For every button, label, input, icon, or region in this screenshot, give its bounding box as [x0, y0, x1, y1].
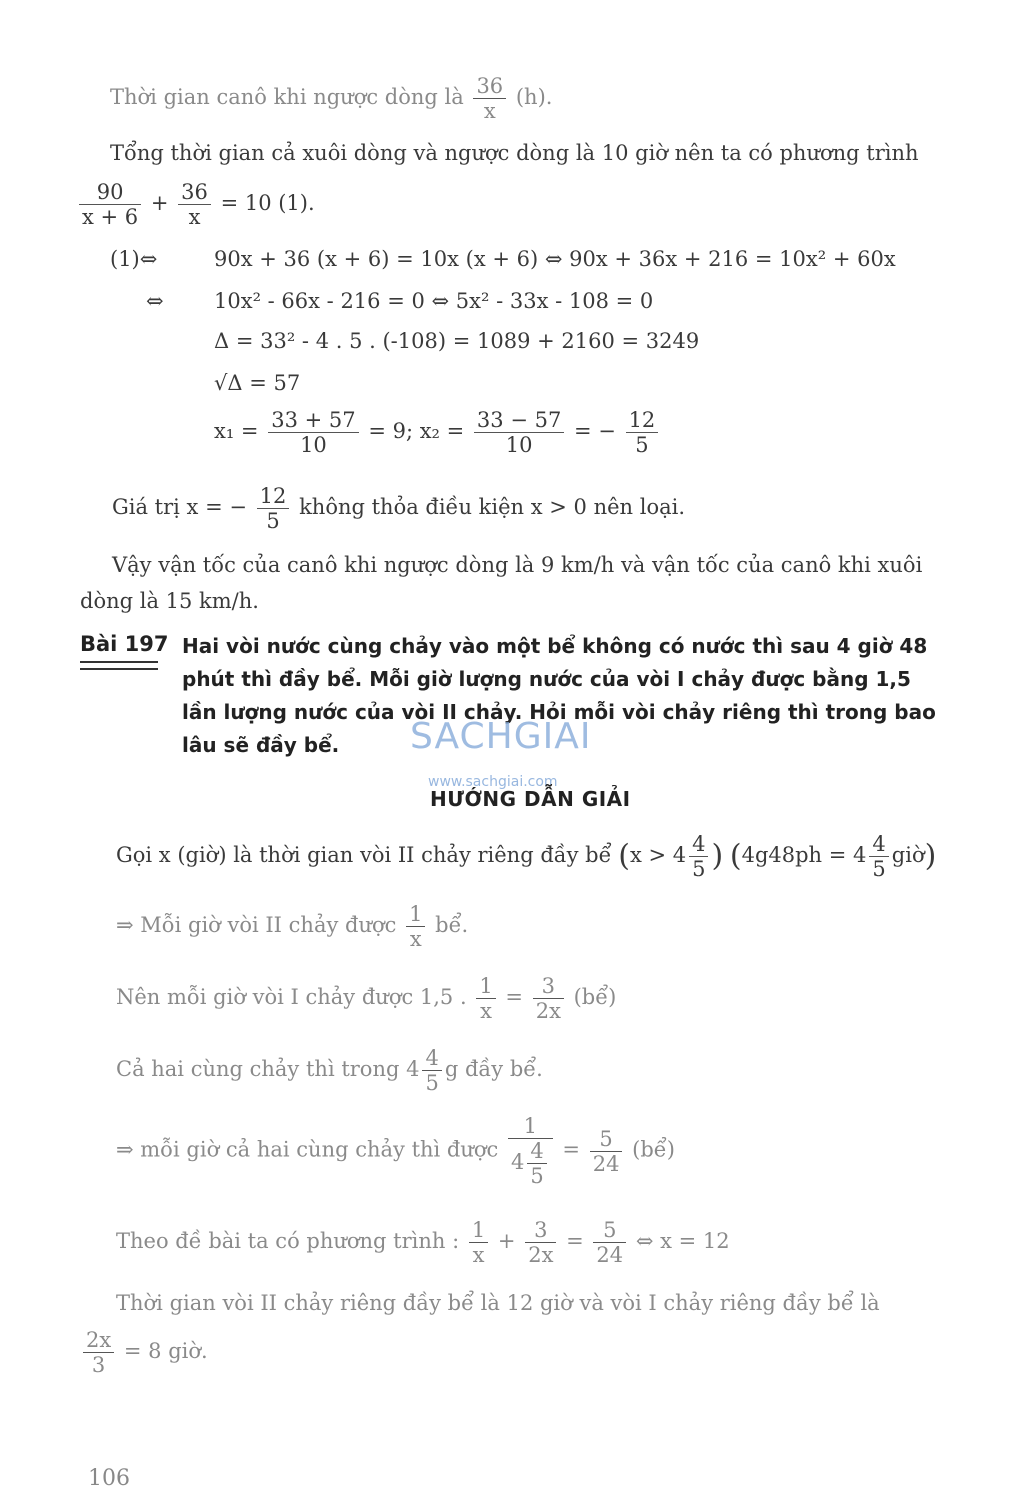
whole-part: 4 — [510, 1150, 525, 1174]
line-7: √Δ = 57 — [214, 371, 301, 395]
solution-line-7: Thời gian vòi II chảy riêng đầy bể là 12 giờ và vòi I chảy riêng đầy bể là — [116, 1291, 880, 1315]
line-10: Vậy vận tốc của canô khi ngược dòng là 9 km/h và vận tốc của canô khi xuôi — [112, 553, 923, 577]
fraction — [527, 1139, 546, 1188]
solution-line-2 — [116, 902, 468, 951]
line-6: Δ = 33² - 4 . 5 . (-108) = 1089 + 2160 = 3249 — [214, 329, 700, 353]
text: = 9; x₂ = — [368, 419, 465, 443]
line-5 — [146, 288, 654, 314]
label: (1)⇔ — [110, 247, 158, 271]
numerator: 90 — [79, 180, 141, 205]
denominator: 5 — [425, 1071, 439, 1095]
numerator: 33 + 57 — [268, 408, 358, 433]
numerator: 5 — [590, 1127, 623, 1152]
line-8 — [214, 408, 661, 457]
paren: ( — [729, 838, 742, 874]
text: g đầy bể. — [444, 1057, 543, 1081]
fraction — [508, 1114, 553, 1188]
text: = — [566, 1229, 584, 1253]
fraction — [422, 1046, 441, 1095]
denominator: 5 — [530, 1164, 544, 1188]
fraction — [474, 408, 564, 457]
text: = — [505, 985, 524, 1009]
text: 4g48ph = 4 — [741, 843, 867, 867]
fraction — [79, 180, 141, 229]
fraction — [469, 1218, 488, 1267]
text: giờ — [891, 843, 925, 867]
fraction — [689, 832, 708, 881]
numerator: 1 — [476, 974, 495, 999]
plus-sign: + — [150, 191, 169, 215]
line-1 — [110, 74, 552, 123]
line-9 — [112, 484, 685, 533]
fraction — [476, 974, 495, 1023]
text: = 10 (1). — [220, 191, 315, 215]
denominator: x — [472, 1243, 485, 1267]
text: bể. — [435, 913, 469, 937]
line-3 — [76, 180, 315, 229]
paren: ) — [711, 838, 724, 874]
problem-label — [80, 632, 169, 670]
line-2: Tổng thời gian cả xuôi dòng và ngược dòng là 10 giờ nên ta có phương trình — [110, 141, 919, 165]
text: Theo đề bài ta có phương trình : — [116, 1229, 460, 1253]
denominator: x — [409, 927, 422, 951]
denominator: 2x — [535, 999, 561, 1023]
fraction — [257, 484, 290, 533]
text: + — [497, 1229, 516, 1253]
text: x > 4 — [629, 843, 687, 867]
denominator: 5 — [872, 857, 886, 881]
text: ⇒ mỗi giờ cả hai cùng chảy thì được — [116, 1137, 499, 1162]
fraction — [626, 408, 659, 457]
numerator: 1 — [406, 902, 425, 927]
text: không thỏa điều kiện x > 0 nên loại. — [299, 495, 685, 519]
denominator: 2x — [528, 1243, 554, 1267]
fraction — [83, 1328, 114, 1377]
denominator: x + 6 — [82, 205, 139, 229]
solution-line-5 — [116, 1114, 675, 1188]
denominator: x — [188, 205, 201, 229]
watermark-url: www.sachgiai.com — [428, 774, 558, 790]
problem-text-4: lâu sẽ đầy bể. — [182, 733, 340, 757]
text: Nên mỗi giờ vòi I chảy được 1,5 . — [116, 985, 467, 1009]
denominator: 5 — [266, 509, 280, 533]
text: Gọi x (giờ) là thời gian vòi II chảy riêng đầy bể — [116, 843, 612, 867]
text: Cả hai cùng chảy thì trong 4 — [116, 1057, 420, 1081]
numerator: 4 — [422, 1046, 441, 1071]
denominator: 3 — [91, 1353, 106, 1377]
text: (h). — [515, 85, 553, 109]
text: = 8 giờ. — [123, 1339, 208, 1363]
problem-text-1: Hai vòi nước cùng chảy vào một bể không có nước thì sau 4 giờ 48 — [182, 634, 928, 658]
problem-text-2: phút thì đầy bể. Mỗi giờ lượng nước của vòi I chảy được bằng 1,5 — [182, 667, 911, 691]
fraction — [178, 180, 211, 229]
solution-line-3 — [116, 974, 616, 1023]
numerator: 1 — [469, 1218, 488, 1243]
denominator: 5 — [692, 857, 706, 881]
numerator: 36 — [473, 74, 506, 99]
page-number: 106 — [88, 1466, 130, 1491]
paren: ( — [618, 838, 630, 874]
numerator: 36 — [178, 180, 211, 205]
numerator: 1 — [508, 1114, 553, 1139]
text: (bể) — [632, 1137, 675, 1162]
solution-line-4 — [116, 1046, 543, 1095]
fraction — [473, 74, 506, 123]
fraction — [869, 832, 888, 881]
solution-heading: HƯỚNG DẪN GIẢI — [430, 787, 631, 811]
numerator: 4 — [689, 832, 708, 857]
numerator: 4 — [869, 832, 888, 857]
fraction — [593, 1218, 626, 1267]
denominator: 10 — [300, 433, 327, 457]
numerator: 33 − 57 — [474, 408, 564, 433]
watermark-logo: SACHGIAI — [410, 716, 592, 757]
denominator: x — [480, 999, 492, 1023]
text: ⇒ Mỗi giờ vòi II chảy được — [116, 913, 397, 937]
numerator: 4 — [527, 1139, 546, 1164]
problem-label-text: Bài 197 — [80, 632, 169, 656]
numerator: 12 — [257, 484, 290, 509]
equivalence-symbol: ⇔ — [146, 289, 164, 313]
denominator: 5 — [635, 433, 649, 457]
paren: ) — [924, 838, 937, 874]
denominator: 10 — [505, 433, 533, 457]
numerator: 3 — [525, 1218, 556, 1243]
text: Giá trị x = − — [112, 495, 247, 519]
numerator: 2x — [83, 1328, 114, 1353]
text: = − — [574, 419, 616, 443]
fraction — [268, 408, 358, 457]
problem-text-3: lần lượng nước của vòi II chảy. Hỏi mỗi vòi chảy riêng thì trong bao — [182, 700, 936, 724]
denominator: 24 — [596, 1243, 624, 1267]
text: ⇔ x = 12 — [635, 1229, 730, 1253]
solution-line-6 — [116, 1218, 730, 1267]
fraction — [590, 1127, 623, 1176]
text: x₁ = — [214, 419, 259, 443]
numerator: 12 — [626, 408, 659, 433]
line-4 — [110, 246, 896, 272]
denominator: x — [483, 99, 496, 123]
fraction — [525, 1218, 556, 1267]
equation: 10x² - 66x - 216 = 0 ⇔ 5x² - 33x - 108 = 0 — [214, 289, 654, 313]
text: = — [562, 1137, 581, 1162]
text: (bể) — [573, 985, 617, 1009]
denominator — [508, 1139, 553, 1188]
numerator: 3 — [533, 974, 564, 999]
numerator: 5 — [593, 1218, 626, 1243]
denominator: 24 — [592, 1151, 620, 1176]
text: Thời gian canô khi ngược dòng là — [110, 85, 464, 109]
line-11: dòng là 15 km/h. — [80, 589, 259, 613]
solution-line-8 — [80, 1328, 208, 1377]
equation: 90x + 36 (x + 6) = 10x (x + 6) ⇔ 90x + 36x + 216 = 10x² + 60x — [214, 247, 896, 271]
solution-line-1 — [116, 832, 936, 881]
fraction — [533, 974, 564, 1023]
fraction — [406, 902, 425, 951]
